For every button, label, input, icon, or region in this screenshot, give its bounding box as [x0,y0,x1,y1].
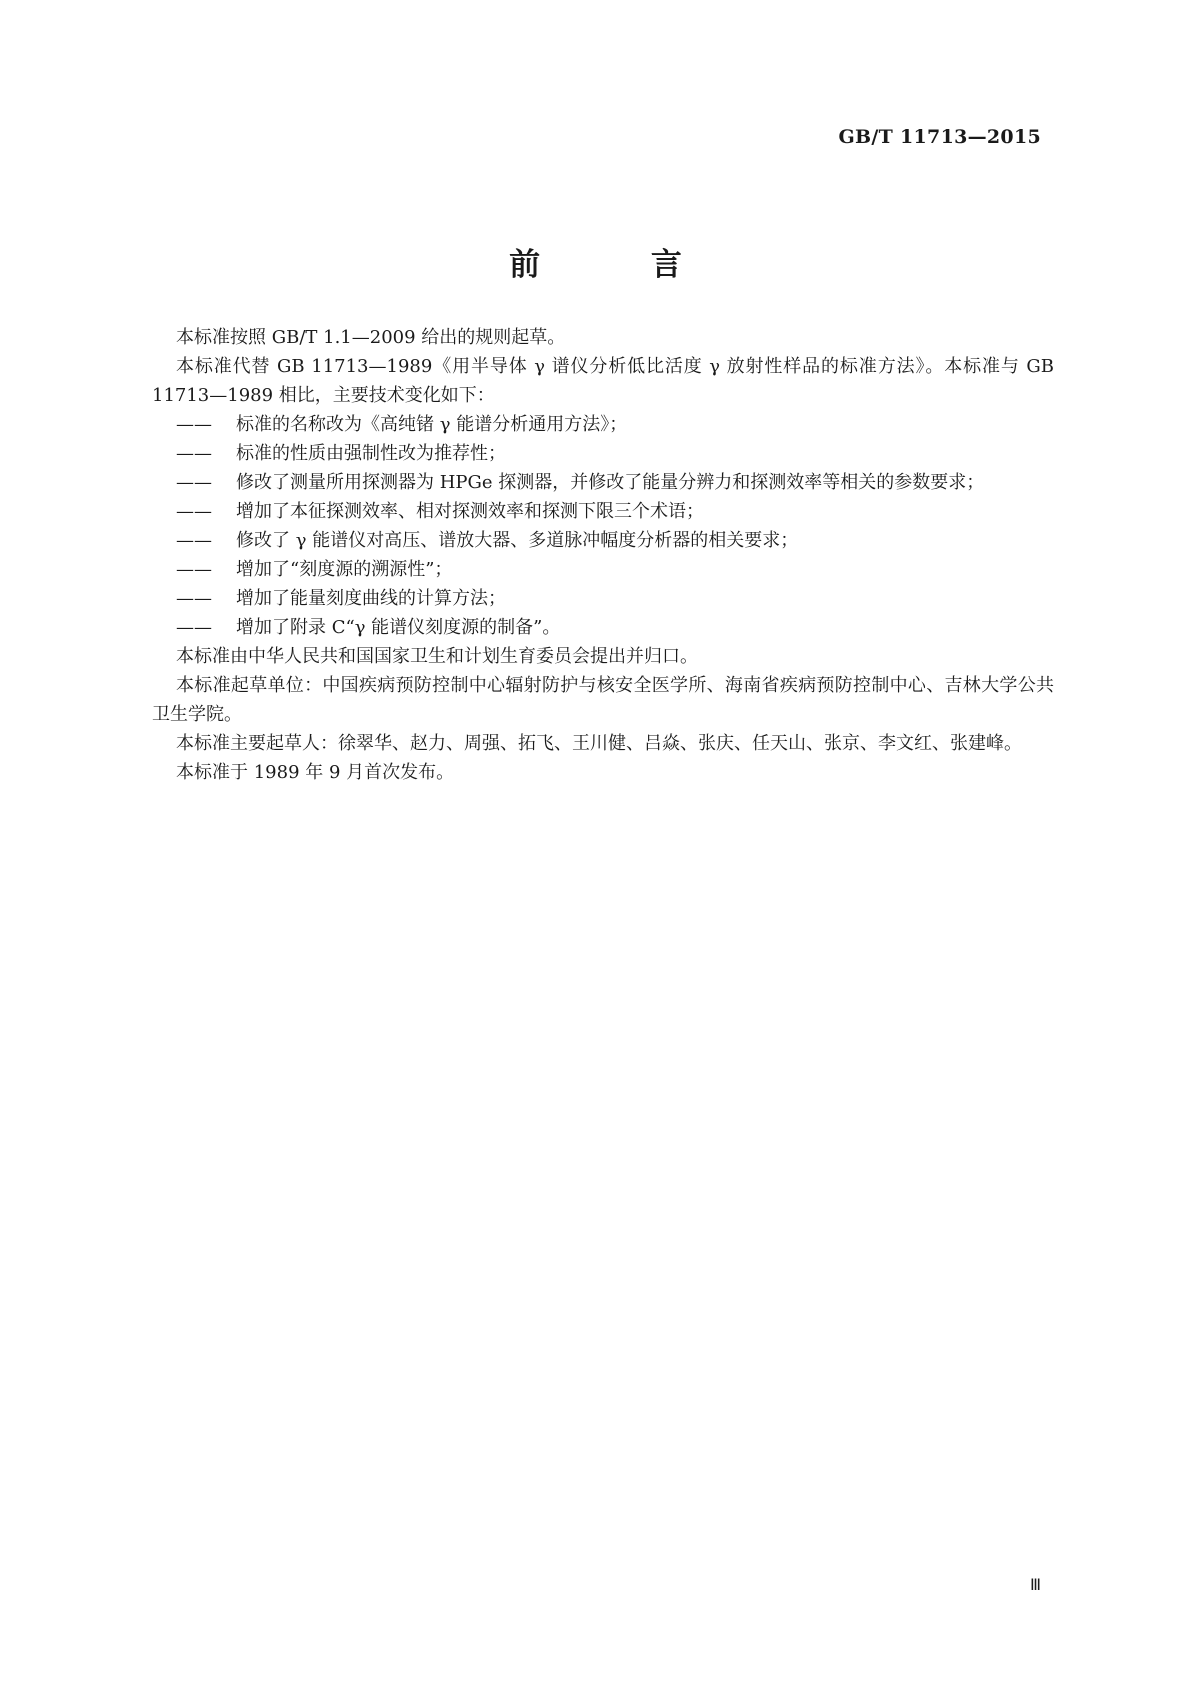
list-item-text: 标准的名称改为《高纯锗 γ 能谱分析通用方法》； [236,414,628,435]
paragraph-drafting-units: 本标准起草单位：中国疾病预防控制中心辐射防护与核安全医学所、海南省疾病预防控制中心、吉林大学公共卫生学院。 [152,675,1054,725]
standard-code-header: GB/T 11713—2015 [838,126,1041,148]
changes-list [152,410,1054,642]
list-item-text: 修改了 γ 能谱仪对高压、谱放大器、多道脉冲幅度分析器的相关要求； [236,530,799,551]
list-item [152,410,1054,439]
dash-marker: —— [176,501,212,522]
dash-marker: —— [176,617,212,638]
paragraph-first-release: 本标准于 1989 年 9 月首次发布。 [176,762,455,783]
list-item [152,439,1054,468]
list-item [152,526,1054,555]
list-item [152,613,1054,642]
paragraph-replacement: 本标准代替 GB 11713—1989《用半导体 γ 谱仪分析低比活度 γ 放射性样品的标准方法》。本标准与 GB 11713—1989 相比，主要技术变化如下： [152,356,1054,406]
page-number: Ⅲ [1029,1575,1041,1594]
document-body [152,323,1054,787]
list-item-text: 增加了附录 C“γ 能谱仪刻度源的制备”。 [236,617,561,638]
paragraph-proposer: 本标准由中华人民共和国国家卫生和计划生育委员会提出并归口。 [176,646,698,667]
list-item-text: 修改了测量所用探测器为 HPGe 探测器，并修改了能量分辨力和探测效率等相关的参数要求； [236,472,985,493]
list-item-text: 增加了本征探测效率、相对探测效率和探测下限三个术语； [236,501,704,522]
dash-marker: —— [176,414,212,435]
list-item [152,584,1054,613]
list-item [152,555,1054,584]
list-item-text: 增加了能量刻度曲线的计算方法； [236,588,506,609]
dash-marker: —— [176,443,212,464]
dash-marker: —— [176,530,212,551]
paragraph-drafters: 本标准主要起草人：徐翠华、赵力、周强、拓飞、王川健、吕焱、张庆、任天山、张京、李文红、张建峰。 [176,733,1022,754]
dash-marker: —— [176,472,212,493]
dash-marker: —— [176,588,212,609]
dash-marker: —— [176,559,212,580]
page-title: 前 言 [509,246,732,283]
list-item [152,497,1054,526]
list-item [152,468,1054,497]
paragraph-drafting-rules: 本标准按照 GB/T 1.1—2009 给出的规则起草。 [176,327,566,348]
list-item-text: 增加了“刻度源的溯源性”； [236,559,453,580]
list-item-text: 标准的性质由强制性改为推荐性； [236,443,506,464]
